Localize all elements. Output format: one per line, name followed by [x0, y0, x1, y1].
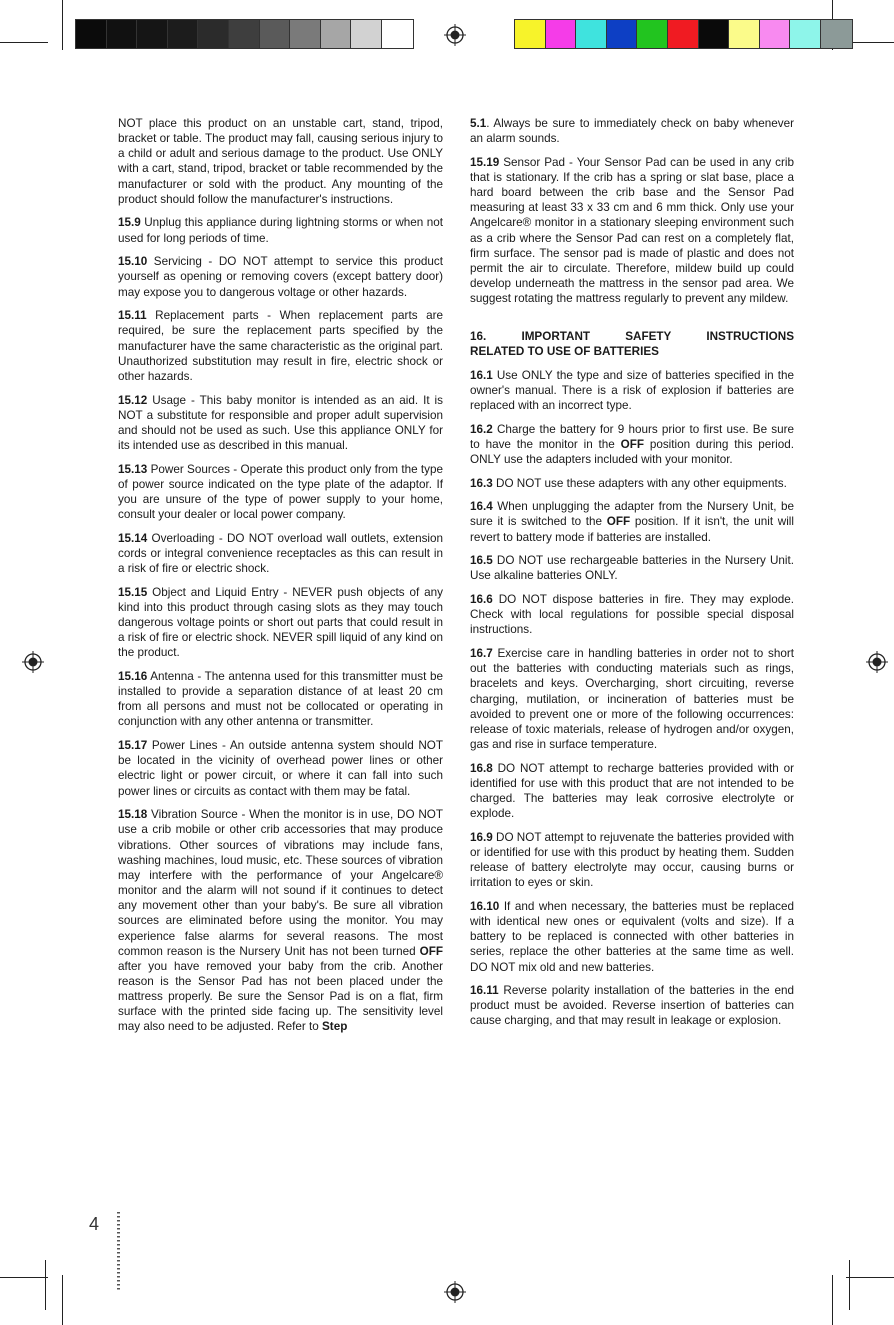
item-number: 15.9: [118, 216, 141, 230]
item-15-12: [118, 393, 443, 454]
crop-mark: [45, 1260, 46, 1310]
item-number: 16.4: [470, 500, 493, 514]
item-15-18: [118, 807, 443, 1034]
color-swatch: [137, 20, 168, 48]
item-bold: OFF: [620, 437, 644, 451]
color-swatch: [290, 20, 321, 48]
item-5-1: [470, 116, 794, 146]
item-text: DO NOT attempt to recharge batteries provided with or identified for use with this product that are not intended to be charged. The batteries may leak corrosive electrolyte or explode.: [470, 761, 794, 821]
item-text: . Always be sure to immediately check on baby whenever an alarm sounds.: [470, 117, 794, 146]
item-15-14: [118, 531, 443, 576]
color-swatch: [229, 20, 260, 48]
item-text: Antenna - The antenna used for this transmitter must be installed to provide a separation distance of at least 20 cm from all persons and must not be collocated or operating in conjunction with any other antenna or transmitter.: [118, 670, 443, 729]
item-15-15: [118, 585, 443, 661]
item-number: 16.10: [470, 899, 500, 913]
section-title-line: RELATED TO USE OF BATTERIES: [470, 345, 659, 359]
color-swatch: [351, 20, 382, 48]
item-text: position during this period. ONLY use the adapters included with your monitor.: [470, 437, 794, 466]
item-15-17: [118, 738, 443, 799]
left-item-list: [118, 215, 443, 798]
color-swatch: [576, 20, 607, 48]
item-number: 5.1: [470, 117, 487, 130]
item-number: 16.8: [470, 761, 493, 775]
item-text: DO NOT dispose batteries in fire. They may explode. Check with local regulations for possible special disposal instructions.: [470, 593, 794, 637]
item-text: Vibration Source - When the monitor is in use, DO NOT use a crib mobile or other crib accessories that may produce vibrations. Other sources of vibrations may include fans, washing machines, loud music, etc. These sources of vibration may interfere with the performance of your Angelcare® monitor and the alarm will not sound if it continues to detect any movement other than your baby's. Be sure all vibration sources are eliminated before using the monitor. You may experience false alarms for several reasons. The most common reason is the Nursery Unit has not been turned: [118, 808, 443, 958]
color-swatch: [668, 20, 699, 48]
item-text: Use ONLY the type and size of batteries specified in the owner's manual. There is a risk of explosion if batteries are replaced with an incorrect type.: [470, 368, 795, 412]
item-number: 16.7: [470, 647, 493, 661]
item-number: 16.6: [470, 593, 493, 607]
registration-mark-icon: [444, 1281, 466, 1303]
item-text: Object and Liquid Entry - NEVER push objects of any kind into this product through casing slots as they may touch dangerous voltage points or short out parts that could result in a risk of fire or electric shock. NEVER spill liquid of any kind on the product.: [118, 585, 443, 660]
color-swatch: [699, 20, 730, 48]
item-15-16: [118, 669, 443, 730]
dotted-rule: [117, 1212, 120, 1292]
item-15-13: [118, 462, 443, 523]
item-number: 15.15: [118, 585, 148, 599]
item-text: Reverse polarity installation of the batteries in the end product must be avoided. Reverse insertion of batteries can cause charging, and that may result in leakage or explosion.: [470, 984, 794, 1028]
item-text: DO NOT use rechargeable batteries in the Nursery Unit. Use alkaline batteries ONLY.: [470, 554, 794, 583]
item-text: Exercise care in handling batteries in order not to short out the batteries with conducting materials such as rings, bracelets and keys. Overcharging, short circuiting, reverse charging, mutilation, or incineration of batteries must be avoided to prevent one or more of the following occurrences: release of toxic materials, release of hydrogen and/or oxygen, gas and rise in surface temperature.: [470, 647, 794, 751]
color-swatch: [637, 20, 668, 48]
color-swatch: [260, 20, 291, 48]
item-number: 15.13: [118, 462, 148, 476]
crop-mark: [849, 1260, 850, 1310]
item-text: DO NOT attempt to rejuvenate the batteries provided with or identified for use with this product by heating them. Sudden release of battery electrolyte may occur, causing burns or irritation to eyes or skin.: [470, 830, 795, 890]
crop-mark: [0, 1277, 48, 1278]
item-number: 16.3: [470, 476, 493, 490]
item-16-5: [470, 553, 794, 583]
color-swatch: [546, 20, 577, 48]
item-16-2: [470, 422, 794, 467]
item-text: Charge the battery for 9 hours prior to first use. Be sure to have the monitor in the: [470, 422, 795, 451]
color-swatch: [729, 20, 760, 48]
color-swatch: [515, 20, 546, 48]
item-number: 15.14: [118, 531, 148, 545]
item-15-9: [118, 215, 443, 245]
registration-mark-icon: [444, 24, 466, 46]
color-swatch: [168, 20, 199, 48]
color-bar-grayscale: [75, 19, 414, 49]
intro-paragraph: NOT place this product on an unstable cart, stand, tripod, bracket or table. The product may fall, causing serious injury to a child or adult and serious damage to the product. Use ONLY with a cart, stand, tripod, bracket or table recommended by the manufacturer or sold with the product. Any mounting of the product should follow the manufacturer's instructions.: [118, 117, 443, 206]
item-bold: OFF: [606, 515, 631, 529]
item-number: 16.5: [470, 554, 493, 568]
page-number: 4: [89, 1214, 100, 1234]
right-item-list: [470, 553, 794, 1028]
color-swatch: [107, 20, 138, 48]
item-number: 15.18: [118, 808, 148, 822]
item-16-7: [470, 646, 794, 752]
crop-mark: [846, 42, 894, 43]
color-swatch: [760, 20, 791, 48]
item-16-10: [470, 899, 794, 975]
item-number: 16.11: [470, 984, 499, 998]
color-swatch: [198, 20, 229, 48]
crop-mark: [846, 1277, 894, 1278]
registration-mark-icon: [866, 651, 888, 673]
item-text: When unplugging the adapter from the Nursery Unit, be sure it is switched to the: [470, 500, 794, 529]
section-title: [470, 329, 794, 359]
item-16-4: [470, 499, 794, 544]
crop-mark: [0, 42, 48, 43]
item-text: Unplug this appliance during lightning storms or when not used for long periods of time.: [118, 216, 443, 245]
crop-mark: [832, 1275, 833, 1325]
item-number: 15.11: [118, 309, 147, 323]
item-15-11: [118, 308, 443, 384]
color-swatch: [821, 20, 852, 48]
crop-mark: [62, 1275, 63, 1325]
item-16-9: [470, 830, 794, 891]
item-text: Overloading - DO NOT overload wall outlets, extension cords or integral convenience receptacles as this can result in a risk of fire or electric shock.: [118, 531, 444, 576]
item-number: 15.12: [118, 393, 148, 407]
item-15-19: [470, 155, 794, 307]
color-bar-process: [514, 19, 853, 49]
color-swatch: [321, 20, 352, 48]
color-swatch: [382, 20, 413, 48]
item-bold: OFF: [419, 944, 443, 958]
item-text: Power Lines - An outside antenna system should NOT be located in the vicinity of overhead power lines or other electric light or power circuit, or where it can fall into such power lines or circuits as contact with them may be fatal.: [118, 739, 444, 798]
item-text: Sensor Pad - Your Sensor Pad can be used in any crib that is stationary. If the crib has a spring or slat base, place a hard board between the crib base and the Sensor Pad measuring at least 33 x 33 cm and 6 mm thick. Only use your Angelcare® monitor in a stationary sleeping environment such as a crib where the Sensor Pad can rest on a completely flat, firm surface. The sensor pad is made of plastic and does not permit the air to circulate. Therefore, mildew build up could develop underneath the mattress in the sensor pad area. We suggest rotating the mattress regularly to prevent any mildew.: [470, 155, 794, 306]
item-16-11: [470, 983, 794, 1028]
left-column: [118, 116, 443, 1043]
item-text: Servicing - DO NOT attempt to service this product yourself as opening or removing covers (except battery door) may expose you to dangerous voltage or other hazards.: [118, 255, 444, 299]
item-number: 16.2: [470, 422, 493, 436]
right-column: [470, 116, 794, 1037]
item-text: Power Sources - Operate this product only from the type of power source indicated on the type plate of the adaptor. If you are unsure of the type of power supply to your home, consult your dealer or local power company.: [118, 462, 443, 522]
item-text: DO NOT use these adapters with any other equipments.: [496, 476, 787, 490]
registration-mark-icon: [22, 651, 44, 673]
item-number: 16.1: [470, 368, 493, 382]
item-16-8: [470, 761, 794, 822]
item-text: after you have removed your baby from the crib. Another reason is the Sensor Pad has not been placed under the mattress properly. Be sure the Sensor Pad is on a flat, firm surface with the printed side facing up. The sensitivity level may also need to be adjusted. Refer to: [118, 959, 443, 1034]
item-16-3: [470, 476, 794, 491]
item-text: If and when necessary, the batteries must be replaced with identical new ones or equivalent (volts and size). If a battery to be replaced is connected with other batteries in series, replace the other batteries at the same time as well. DO NOT mix old and new batteries.: [470, 899, 795, 974]
item-text: Replacement parts - When replacement parts are required, be sure the replacement parts specified by the manufacturer have the same characteristic as the original part. Unauthorized substitution may result in fire, electric shock or other hazards.: [118, 309, 443, 383]
color-swatch: [76, 20, 107, 48]
item-text: Usage - This baby monitor is intended as an aid. It is NOT a substitute for responsible and proper adult supervision and should not be used as such. Use this appliance ONLY for its intended use as described in this manual.: [118, 393, 443, 452]
item-15-10: [118, 254, 443, 299]
color-swatch: [790, 20, 821, 48]
item-number: 16.9: [470, 830, 493, 844]
crop-mark: [62, 0, 63, 50]
item-number: 15.19: [470, 155, 500, 169]
item-number: 15.16: [118, 670, 148, 683]
item-bold: Step: [322, 1020, 348, 1034]
item-16-6: [470, 592, 794, 637]
item-text: position. If it isn't, the unit will revert to battery mode if batteries are installed.: [470, 515, 795, 544]
section-title-line: 16. IMPORTANT SAFETY INSTRUCTIONS: [470, 329, 794, 343]
item-number: 15.17: [118, 739, 148, 753]
item-16-1: [470, 368, 794, 413]
item-number: 15.10: [118, 255, 148, 269]
color-swatch: [607, 20, 638, 48]
